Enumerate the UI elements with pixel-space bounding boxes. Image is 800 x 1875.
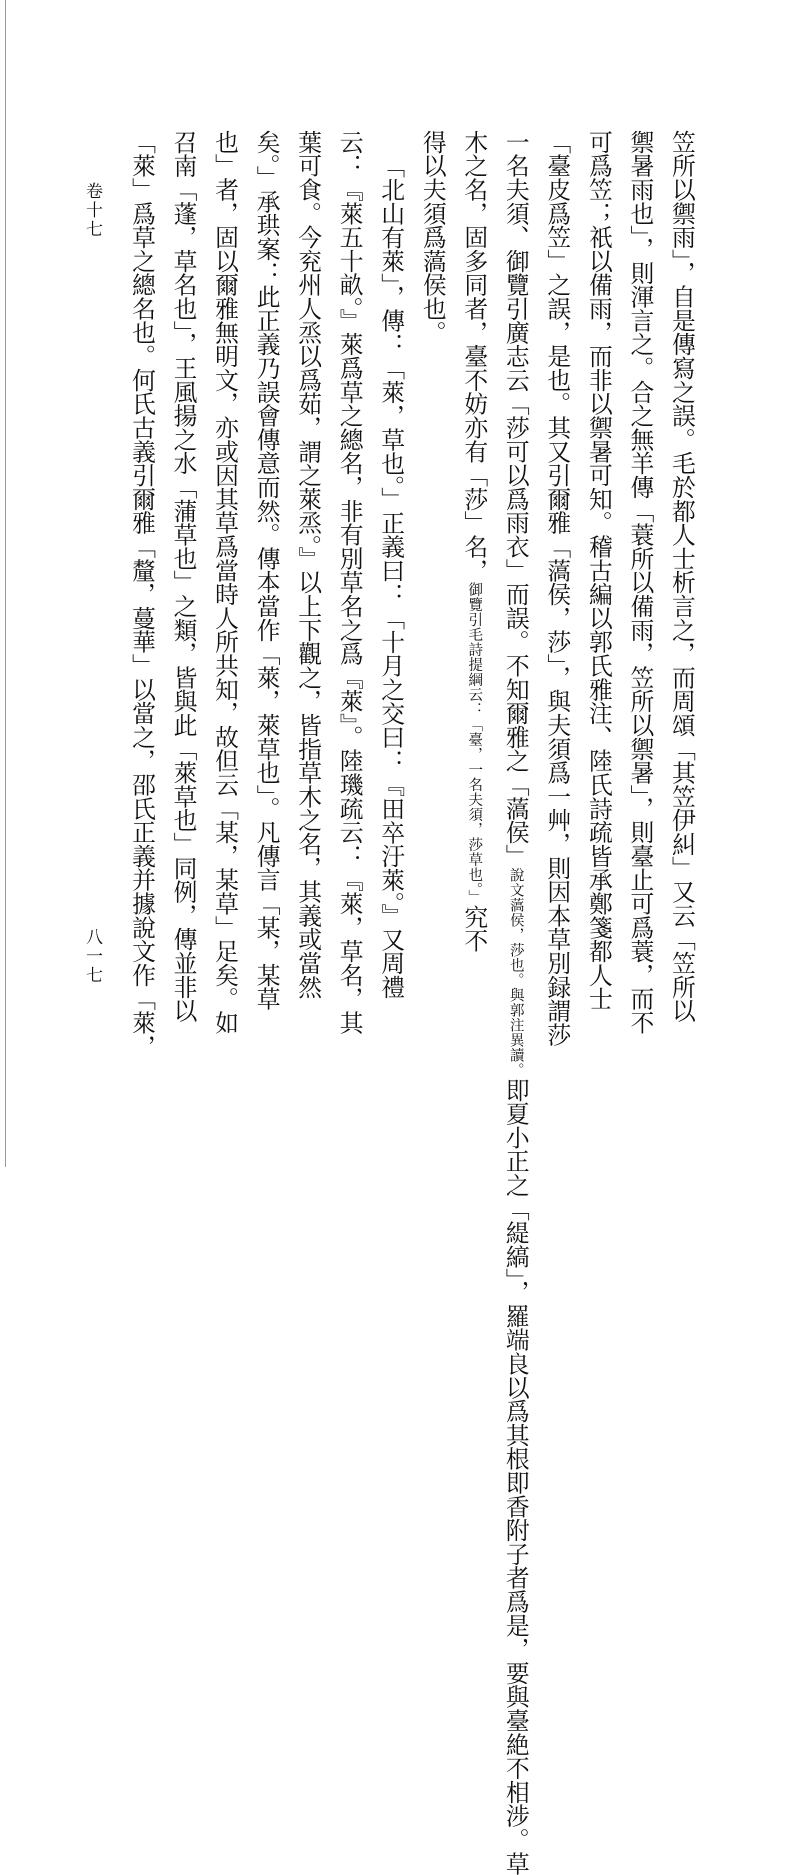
text-body bbox=[122, 130, 702, 1875]
column-text: 禦暑雨也」，則渾言之。合之無羊傳「蓑所以備雨，笠所以禦暑」，則臺止可爲蓑，而不 bbox=[626, 130, 655, 1035]
column-text: 可爲笠；祇以備雨，而非以禦暑可知。稽古編以郭氏雅注、陸氏詩疏皆承鄭箋都人士 bbox=[584, 130, 613, 1011]
text-column-10 bbox=[288, 130, 328, 1060]
column-text: 矣。」承珙案：此正義乃誤會傳意而然。傳本當作「萊，萊草也」。凡傳言「某，某草 bbox=[252, 130, 281, 1011]
column-text-continued: 即夏小正之「緹縞」，羅端良以爲其根即香附子者爲是，要與臺絶不相涉。草 bbox=[501, 1077, 530, 1875]
column-text: 云：『萊五十畝。』萊爲草之總名，非有別草名之爲『萊』。陸璣疏云：『萊，草名，其 bbox=[335, 130, 364, 1035]
column-text: 得以夫須爲薃侯也。 bbox=[418, 130, 447, 345]
interlinear-note: 御覽引毛詩提綱云：「臺，一名夫須，莎草也。」 bbox=[466, 582, 483, 905]
column-text: 「北山有萊」，傳：「萊，草也。」正義曰：「十月之交曰：『田卒汙萊。』又周禮 bbox=[377, 154, 406, 999]
text-column-12 bbox=[205, 130, 245, 1060]
column-text: 一名夫須、御覽引廣志云「莎可以爲雨衣」而誤。不知爾雅之「薃侯」 bbox=[501, 130, 530, 868]
text-column-6 bbox=[454, 130, 494, 953]
column-text: 笠所以禦雨」，自是傳寫之誤。毛於都人士析言之，而周頌「其笠伊糾」又云「笠所以 bbox=[667, 130, 696, 1023]
text-column-2 bbox=[620, 130, 660, 1060]
text-column-5 bbox=[496, 130, 536, 1875]
column-text: 「萊」爲草之總名也。何氏古義引爾雅「釐，蔓華」以當之，邵氏正義并據說文作「萊， bbox=[128, 130, 156, 1059]
column-text: 也」者，固以爾雅無明文，亦或因其草爲當時人所共知，故但云「某，某草」足矣。如 bbox=[211, 130, 240, 1035]
interlinear-note: 說文薃侯，莎也。與郭注異讀。 bbox=[507, 867, 524, 1078]
column-text: 葉可食。今兖州人烝以爲茹，謂之萊烝。』以上下觀之，皆指草木之名，其義或當然 bbox=[294, 130, 323, 999]
text-column-8 bbox=[371, 130, 411, 1060]
column-text: 「臺皮爲笠」之誤，是也。其又引爾雅「薃侯，莎」，與夫須爲一艸，則因本草別録謂莎 bbox=[543, 130, 572, 1047]
text-column-4 bbox=[537, 130, 577, 1060]
text-column-7 bbox=[413, 130, 453, 344]
column-text-continued: 究不 bbox=[460, 904, 489, 953]
text-column-11 bbox=[247, 130, 287, 1060]
text-column-9 bbox=[330, 130, 370, 1060]
column-text: 召南「蓬，草名也」，王風揚之水「蒲草也」之類，皆與此「萊草也」同例，傳並非以 bbox=[169, 130, 198, 1023]
running-head: 卷十七 bbox=[82, 182, 102, 239]
column-text: 木之名，固多同者，臺不妨亦有「莎」名， bbox=[460, 130, 489, 583]
text-column-3 bbox=[579, 130, 619, 1060]
page-number: 八一七 bbox=[82, 928, 102, 985]
text-column-1 bbox=[662, 130, 702, 1060]
text-column-13 bbox=[164, 130, 204, 1060]
text-column-14 bbox=[122, 130, 162, 1060]
page-edge-line bbox=[5, 0, 6, 1167]
